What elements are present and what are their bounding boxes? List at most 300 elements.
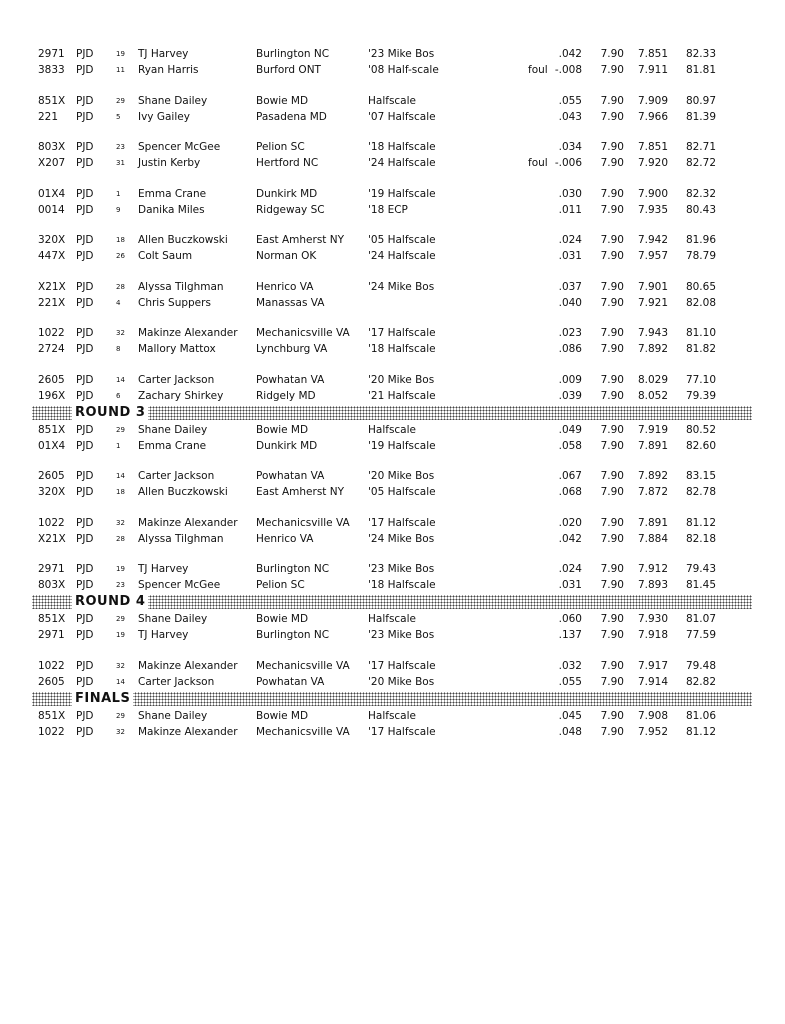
- speed-mph: 77.10: [685, 373, 716, 386]
- car-number: 01X4: [38, 439, 66, 452]
- foul-note: foul: [528, 64, 548, 76]
- class-label: PJD: [76, 343, 94, 355]
- driver-name: Alyssa Tilghman: [138, 532, 224, 545]
- car-number: 447X: [38, 250, 66, 262]
- reaction-time: .055: [558, 94, 582, 107]
- speed-mph: 81.81: [685, 64, 716, 76]
- car-number: 1022: [38, 516, 65, 529]
- dial-in: 7.90: [600, 141, 624, 153]
- result-row: [0, 279, 785, 295]
- elapsed-time: 7.912: [637, 563, 668, 575]
- speed-mph: 82.82: [685, 675, 716, 688]
- speed-mph: 78.79: [685, 250, 716, 262]
- reaction-time: .037: [558, 280, 582, 293]
- car-number: 851X: [38, 423, 66, 436]
- hometown: East Amherst NY: [256, 486, 345, 498]
- hometown: Ridgely MD: [256, 389, 316, 402]
- driver-name: Makinze Alexander: [138, 659, 238, 672]
- dial-in: 7.90: [600, 659, 624, 672]
- speed-mph: 82.71: [685, 141, 716, 153]
- speed-mph: 81.39: [685, 110, 716, 123]
- hometown: Manassas VA: [256, 296, 325, 309]
- dial-in: 7.90: [600, 470, 624, 482]
- dial-in: 7.90: [600, 296, 624, 309]
- hometown: Mechanicsville VA: [256, 725, 350, 738]
- result-row: [0, 93, 785, 109]
- speed-mph: 79.43: [685, 563, 716, 575]
- speed-mph: 82.08: [685, 296, 716, 309]
- car-description: '18 Halfscale: [368, 579, 436, 591]
- driver-name: TJ Harvey: [138, 48, 189, 60]
- foul-note: foul: [528, 157, 548, 169]
- hometown: Burlington NC: [256, 629, 330, 641]
- reaction-time: .009: [558, 373, 582, 386]
- car-number: 851X: [38, 613, 66, 625]
- driver-name: Allen Buczkowski: [138, 486, 228, 498]
- car-description: '07 Halfscale: [368, 110, 436, 123]
- elapsed-time: 7.851: [637, 141, 668, 153]
- car-description: '24 Mike Bos: [368, 280, 435, 293]
- car-number: 3833: [38, 64, 65, 76]
- elapsed-time: 7.891: [637, 439, 668, 452]
- class-label: PJD: [76, 234, 94, 246]
- seed-number: 19: [116, 565, 125, 573]
- dial-in: 7.90: [600, 48, 624, 60]
- car-number: 851X: [38, 94, 66, 107]
- class-label: PJD: [76, 423, 94, 436]
- reaction-time: .043: [558, 110, 582, 123]
- car-description: '05 Halfscale: [368, 486, 436, 498]
- dial-in: 7.90: [600, 327, 624, 339]
- driver-name: TJ Harvey: [138, 629, 189, 641]
- hometown: Dunkirk MD: [256, 187, 318, 200]
- car-description: '20 Mike Bos: [368, 373, 435, 386]
- class-label: PJD: [76, 579, 94, 591]
- seed-number: 18: [116, 488, 125, 496]
- dial-in: 7.90: [600, 486, 624, 498]
- elapsed-time: 7.957: [637, 250, 668, 262]
- car-description: '17 Halfscale: [368, 516, 436, 529]
- hometown: Bowie MD: [256, 94, 309, 107]
- reaction-time: .032: [558, 659, 582, 672]
- hometown: Pasadena MD: [256, 110, 327, 123]
- class-label: PJD: [76, 250, 94, 262]
- car-number: 221: [38, 110, 59, 123]
- class-label: PJD: [76, 48, 94, 60]
- reaction-time: .023: [558, 327, 582, 339]
- round-header: [32, 595, 752, 609]
- driver-name: Chris Suppers: [138, 296, 211, 309]
- seed-number: 23: [116, 581, 125, 589]
- seed-number: 29: [116, 615, 125, 623]
- car-number: X207: [38, 157, 66, 169]
- car-description: '23 Mike Bos: [368, 48, 435, 60]
- elapsed-time: 7.930: [637, 613, 668, 625]
- seed-number: 19: [116, 631, 125, 639]
- seed-number: 1: [116, 189, 121, 198]
- reaction-time: .031: [558, 250, 582, 262]
- car-number: 2605: [38, 373, 65, 386]
- seed-number: 26: [116, 252, 125, 260]
- car-number: 196X: [38, 389, 66, 402]
- result-row: [0, 62, 785, 78]
- dial-in: 7.90: [600, 203, 624, 216]
- elapsed-time: 7.892: [637, 470, 668, 482]
- speed-mph: 80.97: [685, 94, 716, 107]
- elapsed-time: 7.909: [637, 94, 668, 107]
- speed-mph: 80.52: [685, 423, 716, 436]
- round-title: ROUND 3: [72, 404, 148, 421]
- speed-mph: 81.82: [685, 343, 716, 355]
- result-row: [0, 46, 785, 62]
- seed-number: 18: [116, 236, 125, 244]
- reaction-time: .039: [558, 389, 582, 402]
- car-number: 2605: [38, 470, 65, 482]
- elapsed-time: 7.920: [637, 157, 668, 169]
- speed-mph: 81.12: [685, 725, 716, 738]
- dial-in: 7.90: [600, 629, 624, 641]
- dial-in: 7.90: [600, 439, 624, 452]
- speed-mph: 81.45: [685, 579, 716, 591]
- driver-name: TJ Harvey: [138, 563, 189, 575]
- car-number: 1022: [38, 659, 65, 672]
- reaction-time: .042: [558, 48, 582, 60]
- hometown: Burford ONT: [256, 64, 321, 76]
- result-row: [0, 325, 785, 341]
- reaction-time: .020: [558, 516, 582, 529]
- dial-in: 7.90: [600, 157, 624, 169]
- driver-name: Alyssa Tilghman: [138, 280, 224, 293]
- car-description: '24 Halfscale: [368, 157, 436, 169]
- hometown: Bowie MD: [256, 423, 309, 436]
- car-number: 803X: [38, 579, 66, 591]
- hometown: Henrico VA: [256, 532, 314, 545]
- hometown: Powhatan VA: [256, 675, 325, 688]
- class-label: PJD: [76, 64, 94, 76]
- class-label: PJD: [76, 613, 94, 625]
- elapsed-time: 7.935: [637, 203, 668, 216]
- car-description: '21 Halfscale: [368, 389, 436, 402]
- class-label: PJD: [76, 141, 94, 153]
- hometown: Pelion SC: [256, 141, 305, 153]
- reaction-time: .011: [558, 203, 582, 216]
- result-row: [0, 232, 785, 248]
- class-label: PJD: [76, 532, 94, 545]
- car-number: 1022: [38, 327, 65, 339]
- class-label: PJD: [76, 110, 94, 123]
- car-number: 803X: [38, 141, 66, 153]
- driver-name: Emma Crane: [138, 187, 207, 200]
- car-number: 2971: [38, 563, 65, 575]
- driver-name: Ivy Gailey: [138, 110, 190, 123]
- speed-mph: 82.60: [685, 439, 716, 452]
- driver-name: Spencer McGee: [138, 579, 221, 591]
- seed-number: 32: [116, 727, 125, 736]
- dial-in: 7.90: [600, 250, 624, 262]
- elapsed-time: 7.966: [637, 110, 668, 123]
- reaction-time: .058: [558, 439, 582, 452]
- elapsed-time: 7.901: [637, 280, 668, 293]
- class-label: PJD: [76, 187, 94, 200]
- speed-mph: 82.78: [685, 486, 716, 498]
- elapsed-time: 7.884: [637, 532, 668, 545]
- class-label: PJD: [76, 659, 94, 672]
- dial-in: 7.90: [600, 516, 624, 529]
- class-label: PJD: [76, 629, 94, 641]
- hometown: Burlington NC: [256, 48, 330, 60]
- car-description: '05 Halfscale: [368, 234, 436, 246]
- result-row: [0, 438, 785, 454]
- car-description: '19 Halfscale: [368, 187, 436, 200]
- car-number: 2605: [38, 675, 65, 688]
- driver-name: Carter Jackson: [138, 470, 215, 482]
- car-description: '17 Halfscale: [368, 725, 436, 738]
- class-label: PJD: [76, 563, 94, 575]
- hometown: Pelion SC: [256, 579, 305, 591]
- car-description: '24 Mike Bos: [368, 532, 435, 545]
- driver-name: Spencer McGee: [138, 141, 221, 153]
- dial-in: 7.90: [600, 187, 624, 200]
- car-number: X21X: [38, 532, 66, 545]
- dial-in: 7.90: [600, 280, 624, 293]
- class-label: PJD: [76, 675, 94, 688]
- hometown: Hertford NC: [256, 157, 319, 169]
- speed-mph: 79.39: [685, 389, 716, 402]
- result-row: [0, 577, 785, 593]
- result-row: [0, 248, 785, 264]
- car-description: '23 Mike Bos: [368, 629, 435, 641]
- hometown: Mechanicsville VA: [256, 659, 350, 672]
- reaction-time: -.008: [554, 64, 582, 76]
- result-row: [0, 372, 785, 388]
- seed-number: 5: [116, 112, 121, 121]
- driver-name: Carter Jackson: [138, 373, 215, 386]
- elapsed-time: 7.943: [637, 327, 668, 339]
- dial-in: 7.90: [600, 532, 624, 545]
- reaction-time: .048: [558, 725, 582, 738]
- car-number: 221X: [38, 296, 66, 309]
- dial-in: 7.90: [600, 110, 624, 123]
- reaction-time: .040: [558, 296, 582, 309]
- hometown: Powhatan VA: [256, 373, 325, 386]
- reaction-time: .031: [558, 579, 582, 591]
- dial-in: 7.90: [600, 725, 624, 738]
- elapsed-time: 7.918: [637, 629, 668, 641]
- car-description: '23 Mike Bos: [368, 563, 435, 575]
- car-number: 0014: [38, 203, 65, 216]
- hometown: Henrico VA: [256, 280, 314, 293]
- result-row: [0, 515, 785, 531]
- dial-in: 7.90: [600, 563, 624, 575]
- dial-in: 7.90: [600, 373, 624, 386]
- car-number: 2971: [38, 629, 65, 641]
- result-row: [0, 561, 785, 577]
- hometown: Ridgeway SC: [256, 203, 325, 216]
- reaction-time: .055: [558, 675, 582, 688]
- seed-number: 31: [116, 159, 125, 167]
- seed-number: 29: [116, 711, 125, 720]
- speed-mph: 82.33: [685, 48, 716, 60]
- car-description: '18 Halfscale: [368, 141, 436, 153]
- class-label: PJD: [76, 296, 94, 309]
- elapsed-time: 7.952: [637, 725, 668, 738]
- driver-name: Colt Saum: [138, 250, 193, 262]
- speed-mph: 79.48: [685, 659, 716, 672]
- result-row: [0, 708, 785, 724]
- driver-name: Shane Dailey: [138, 94, 208, 107]
- seed-number: 29: [116, 96, 125, 105]
- result-row: [0, 531, 785, 547]
- speed-mph: 83.15: [685, 470, 716, 482]
- driver-name: Ryan Harris: [138, 64, 199, 76]
- class-label: PJD: [76, 203, 94, 216]
- reaction-time: .030: [558, 187, 582, 200]
- result-row: [0, 186, 785, 202]
- class-label: PJD: [76, 389, 94, 402]
- car-description: '19 Halfscale: [368, 439, 436, 452]
- elapsed-time: 7.851: [637, 48, 668, 60]
- result-row: [0, 724, 785, 740]
- seed-number: 4: [116, 298, 121, 307]
- seed-number: 6: [116, 391, 121, 400]
- class-label: PJD: [76, 709, 94, 722]
- elapsed-time: 7.891: [637, 516, 668, 529]
- car-number: 320X: [38, 234, 66, 246]
- elapsed-time: 7.911: [637, 64, 668, 76]
- car-description: '17 Halfscale: [368, 327, 436, 339]
- result-row: [0, 611, 785, 627]
- speed-mph: 80.43: [685, 203, 716, 216]
- hometown: Powhatan VA: [256, 470, 325, 482]
- elapsed-time: 7.893: [637, 579, 668, 591]
- hometown: Lynchburg VA: [256, 343, 328, 355]
- car-description: '08 Half-scale: [368, 64, 439, 76]
- speed-mph: 81.96: [685, 234, 716, 246]
- dial-in: 7.90: [600, 613, 624, 625]
- speed-mph: 77.59: [685, 629, 716, 641]
- reaction-time: .086: [558, 343, 582, 355]
- elapsed-time: 8.029: [637, 373, 668, 386]
- seed-number: 14: [116, 375, 125, 384]
- seed-number: 28: [116, 282, 125, 291]
- result-row: [0, 627, 785, 643]
- dial-in: 7.90: [600, 234, 624, 246]
- elapsed-time: 7.900: [637, 187, 668, 200]
- round-title: FINALS: [72, 690, 133, 707]
- class-label: PJD: [76, 486, 94, 498]
- result-row: [0, 658, 785, 674]
- seed-number: 23: [116, 143, 125, 151]
- result-row: [0, 674, 785, 690]
- car-number: 2971: [38, 48, 65, 60]
- result-row: [0, 202, 785, 218]
- dial-in: 7.90: [600, 64, 624, 76]
- speed-mph: 81.07: [685, 613, 716, 625]
- seed-number: 28: [116, 534, 125, 543]
- result-row: [0, 139, 785, 155]
- driver-name: Mallory Mattox: [138, 343, 216, 355]
- hometown: Mechanicsville VA: [256, 327, 350, 339]
- seed-number: 32: [116, 329, 125, 337]
- elapsed-time: 7.892: [637, 343, 668, 355]
- speed-mph: 81.12: [685, 516, 716, 529]
- elapsed-time: 8.052: [637, 389, 668, 402]
- car-description: Halfscale: [368, 94, 416, 107]
- reaction-time: .067: [558, 470, 582, 482]
- elapsed-time: 7.942: [637, 234, 668, 246]
- driver-name: Allen Buczkowski: [138, 234, 228, 246]
- class-label: PJD: [76, 94, 94, 107]
- reaction-time: .049: [558, 423, 582, 436]
- car-description: '18 Halfscale: [368, 343, 436, 355]
- car-description: '20 Mike Bos: [368, 470, 435, 482]
- driver-name: Makinze Alexander: [138, 516, 238, 529]
- reaction-time: -.006: [554, 157, 582, 169]
- dial-in: 7.90: [600, 709, 624, 722]
- hometown: Bowie MD: [256, 709, 309, 722]
- class-label: PJD: [76, 373, 94, 386]
- result-row: [0, 155, 785, 171]
- seed-number: 9: [116, 205, 121, 214]
- round-header: [32, 692, 752, 706]
- class-label: PJD: [76, 439, 94, 452]
- driver-name: Shane Dailey: [138, 423, 208, 436]
- seed-number: 32: [116, 518, 125, 527]
- driver-name: Carter Jackson: [138, 675, 215, 688]
- car-number: 320X: [38, 486, 66, 498]
- car-description: '20 Mike Bos: [368, 675, 435, 688]
- speed-mph: 82.18: [685, 532, 716, 545]
- class-label: PJD: [76, 157, 94, 169]
- hometown: East Amherst NY: [256, 234, 345, 246]
- seed-number: 14: [116, 677, 125, 686]
- dial-in: 7.90: [600, 579, 624, 591]
- seed-number: 8: [116, 345, 121, 353]
- dial-in: 7.90: [600, 94, 624, 107]
- driver-name: Shane Dailey: [138, 709, 208, 722]
- seed-number: 11: [116, 66, 125, 74]
- car-number: X21X: [38, 280, 66, 293]
- seed-number: 32: [116, 661, 125, 670]
- car-description: '18 ECP: [368, 203, 408, 216]
- car-number: 01X4: [38, 187, 66, 200]
- driver-name: Justin Kerby: [138, 157, 201, 169]
- driver-name: Danika Miles: [138, 203, 205, 216]
- hometown: Mechanicsville VA: [256, 516, 350, 529]
- dial-in: 7.90: [600, 423, 624, 436]
- round-title: ROUND 4: [72, 593, 148, 610]
- seed-number: 19: [116, 50, 125, 58]
- hometown: Bowie MD: [256, 613, 309, 625]
- class-label: PJD: [76, 280, 94, 293]
- elapsed-time: 7.921: [637, 296, 668, 309]
- driver-name: Makinze Alexander: [138, 327, 238, 339]
- reaction-time: .068: [558, 486, 582, 498]
- speed-mph: 82.72: [685, 157, 716, 169]
- result-row: [0, 484, 785, 500]
- car-number: 851X: [38, 709, 66, 722]
- dial-in: 7.90: [600, 343, 624, 355]
- speed-mph: 81.06: [685, 709, 716, 722]
- result-row: [0, 295, 785, 311]
- speed-mph: 82.32: [685, 187, 716, 200]
- reaction-time: .060: [558, 613, 582, 625]
- car-number: 2724: [38, 343, 65, 355]
- hometown: Burlington NC: [256, 563, 330, 575]
- hometown: Dunkirk MD: [256, 439, 318, 452]
- speed-mph: 80.65: [685, 280, 716, 293]
- car-description: Halfscale: [368, 423, 416, 436]
